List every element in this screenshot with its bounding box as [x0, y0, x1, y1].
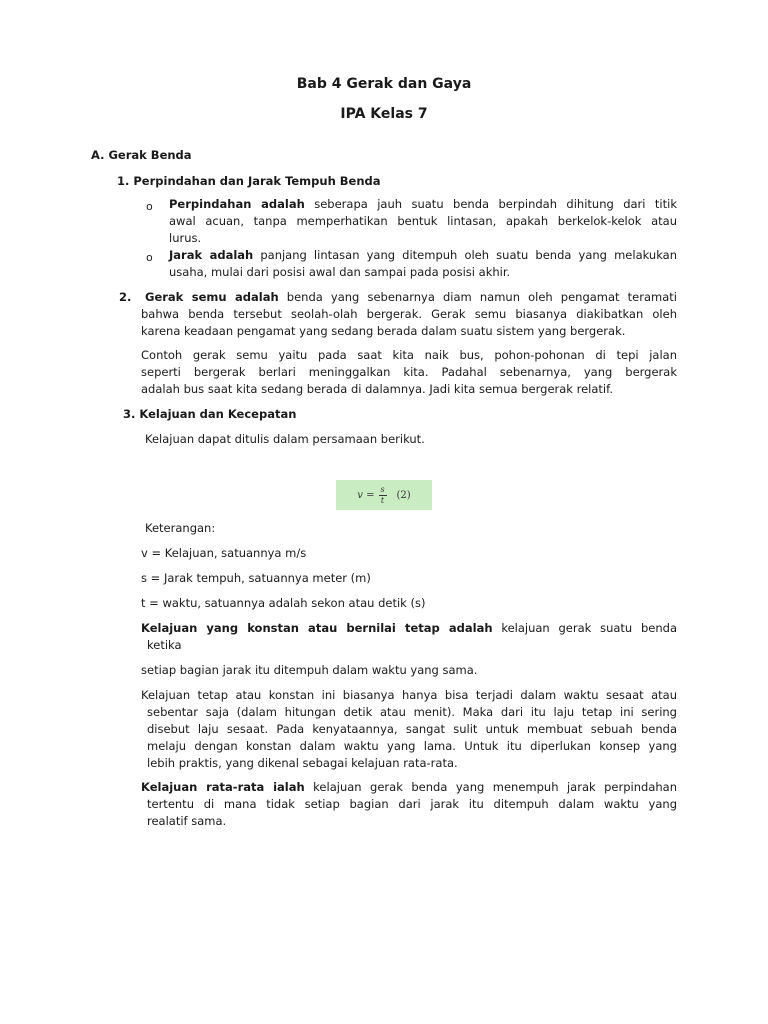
- rata-line1: Kelajuan rata-rata ialah kelajuan gerak benda yang menempuh jarak perpindahan: [141, 780, 677, 794]
- definition-v: v = Kelajuan, satuannya m/s: [141, 546, 307, 560]
- formula-intro: Kelajuan dapat ditulis dalam persamaan berikut.: [145, 432, 425, 446]
- item1-heading: 1. Perpindahan dan Jarak Tempuh Benda: [117, 174, 381, 188]
- formula-lhs: v =: [357, 489, 375, 501]
- item2-line1: Gerak semu adalah benda yang sebenarnya diam namun oleh pengamat teramati: [145, 290, 677, 304]
- item2-gerak-semu: [145, 289, 677, 306]
- term-perpindahan: Perpindahan adalah: [169, 197, 305, 211]
- item2-line2: bahwa benda tersebut seolah-olah bergerak. Gerak semu biasanya diakibatkan oleh: [141, 307, 677, 321]
- item2-line3: karena keadaan pengamat yang sedang berada dalam suatu sistem yang bergerak.: [141, 324, 626, 338]
- formula-image: [336, 480, 432, 510]
- tetap-paragraph: Kelajuan tetap atau konstan ini biasanya hanya bisa terjadi dalam waktu sesaat atau sebentar saja (dalam hitungan detik atau menit). Maka dari itu laju tetap ini sering disebut laju sesaat. Pada kenyataannya, sangat sulit untuk membuat sebuah benda melaju dengan konstan dalam waktu yang lama. Untuk itu diperlukan konsep yang lebih praktis, yang dikenal sebagai kelajuan rata-rata.: [141, 688, 677, 770]
- bullet-marker: o: [146, 251, 153, 264]
- formula-fraction: [379, 486, 387, 505]
- definition-t: t = waktu, satuannya adalah sekon atau detik (s): [141, 596, 426, 610]
- bullet-perpindahan-line3: lurus.: [169, 231, 202, 245]
- formula-number: (2): [396, 489, 411, 501]
- item2-number: 2.: [119, 290, 132, 304]
- bullet-marker: o: [146, 200, 153, 213]
- document-subtitle: IPA Kelas 7: [340, 106, 428, 122]
- konstan-paragraph: [141, 620, 677, 654]
- item2-continuation: [141, 306, 677, 340]
- bullet-jarak: [169, 247, 677, 281]
- keterangan-label: Keterangan:: [145, 521, 216, 535]
- bullet-jarak-line2: usaha, mulai dari posisi awal dan sampai pada posisi akhir.: [169, 265, 511, 279]
- bullet-jarak-line1: Jarak adalah panjang lintasan yang ditempuh oleh suatu benda yang melakukan: [169, 248, 678, 262]
- term-konstan: Kelajuan yang konstan atau bernilai tetap adalah: [141, 621, 493, 635]
- setiap-line: setiap bagian jarak itu ditempuh dalam waktu yang sama.: [141, 663, 478, 677]
- bullet-perpindahan: [169, 196, 677, 247]
- konstan-line2: ketika: [147, 638, 182, 652]
- formula-denominator: t: [380, 495, 385, 505]
- term-gerak-semu: Gerak semu adalah: [145, 290, 279, 304]
- formula: [357, 486, 410, 505]
- definition-s: s = Jarak tempuh, satuannya meter (m): [141, 571, 371, 585]
- document-title: Bab 4 Gerak dan Gaya: [296, 76, 472, 92]
- bullet-perpindahan-line2: awal acuan, tanpa memperhatikan bentuk lintasan, apakah berkelok-kelok atau: [169, 214, 677, 228]
- term-jarak: Jarak adalah: [169, 248, 254, 262]
- formula-numerator: s: [380, 484, 385, 494]
- example-paragraph: Contoh gerak semu yaitu pada saat kita naik bus, pohon-pohonan di tepi jalan seperti bergerak berlari meninggalkan kita. Padahal sebenarnya, yang bergerak adalah bus saat kita sedang berada di dalamnya. Jadi kita semua bergerak relatif.: [141, 348, 677, 396]
- term-rata-rata: Kelajuan rata-rata ialah: [141, 780, 305, 794]
- konstan-line1: Kelajuan yang konstan atau bernilai tetap adalah kelajuan gerak suatu benda: [141, 621, 677, 635]
- rata-paragraph: Kelajuan rata-rata ialah kelajuan gerak benda yang menempuh jarak perpindahan tertentu di mana tidak setiap bagian dari jarak itu ditempuh dalam waktu yang realatif sama.: [141, 780, 677, 828]
- bullet-perpindahan-line1: Perpindahan adalah seberapa jauh suatu benda berpindah dihitung dari titik: [169, 197, 677, 211]
- section-heading: A. Gerak Benda: [91, 148, 192, 162]
- item3-heading: 3. Kelajuan dan Kecepatan: [123, 407, 297, 421]
